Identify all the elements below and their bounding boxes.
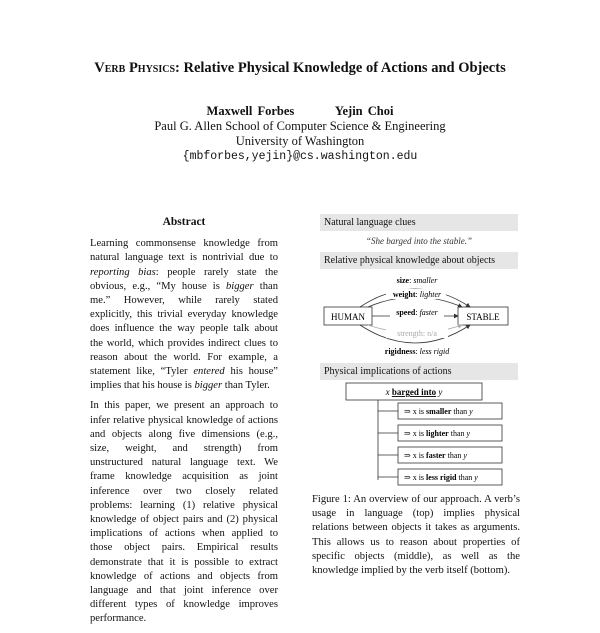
author-1: Maxwell Forbes [206, 104, 295, 118]
action-label: x barged into y [385, 387, 443, 397]
affiliation: Paul G. Allen School of Computer Science & Engineering [154, 119, 446, 133]
implication-1 [378, 403, 502, 419]
section-relative-knowledge: Relative physical knowledge about objects [320, 252, 518, 269]
author-block [0, 104, 600, 164]
label-size: size: smaller [396, 276, 438, 285]
section-physical-implications: Physical implications of actions [320, 363, 518, 380]
author-names [0, 104, 600, 119]
node-stable-label: STABLE [466, 312, 500, 322]
figure-1 [320, 214, 518, 498]
implication-2 [378, 425, 502, 441]
relation-diagram [320, 269, 518, 359]
figure-caption: Figure 1: An overview of our approach. A verb’s usage in language (top) implies physical relations between objects it takes as arguments. This allows us to reason about properties of specific objects (middle), as well as the knowledge implied by the verb itself (bottom). [312, 494, 520, 577]
author-2: Yejin Choi [334, 104, 394, 118]
implication-4 [378, 469, 502, 485]
label-rigidness: rigidness: less rigid [384, 347, 450, 356]
implications-diagram [320, 380, 518, 498]
abstract-paragraph-1: Learning commonsense knowledge from natural language text is nontrivial due to reporting bias: people rarely state the obvious, e.g., “My house is bigger than me.” However, while rarely stated explicitly, this trivial everyday knowledge does influence the way people talk about the world, which provides indirect clues to reason about the world. For example, a statement like, “Tyler entered his house” implies that his house is bigger than Tyler. [90, 238, 279, 392]
title-verb-physics: Verb Physics [94, 60, 176, 76]
svg-text:⇒ x is lighter than y: ⇒ x is lighter than y [404, 429, 471, 438]
title-rest: : Relative Physical Knowledge of Actions and Objects [175, 60, 506, 76]
abstract-column [90, 215, 278, 633]
abstract-paragraph-2: In this paper, we present an approach to infer relative physical knowledge of actions and objects along five dimensions (e.g., size, weight, and strength) from unstructured natural language text. We frame knowledge acquisition as joint inference over two closely related problems: learning (1) relative physical knowledge of object pairs and (2) physical implications of actions when applied to those object pairs. Empirical results demonstrate that it is possible to extract knowledge of actions and objects from language and that joint inference over different types of knowledge improves performance. [90, 400, 278, 625]
svg-text:⇒ x is less rigid than y: ⇒ x is less rigid than y [404, 473, 478, 482]
node-human-label: HUMAN [330, 312, 366, 322]
label-speed: speed: faster [396, 308, 438, 317]
abstract-heading: Abstract [162, 216, 206, 228]
email: {mbforbes,yejin}@cs.washington.edu [182, 150, 418, 163]
label-strength: strength: n/a [397, 329, 437, 338]
university: University of Washington [235, 134, 365, 148]
example-quote: “She barged into the stable.” [366, 236, 472, 246]
paper-title [0, 60, 600, 77]
svg-text:⇒ x is faster than y: ⇒ x is faster than y [404, 451, 467, 460]
implication-3 [378, 447, 502, 463]
section-natural-language-clues: Natural language clues [320, 214, 518, 231]
svg-text:⇒ x is smaller than y: ⇒ x is smaller than y [404, 407, 473, 416]
label-weight: weight: lighter [392, 290, 442, 299]
